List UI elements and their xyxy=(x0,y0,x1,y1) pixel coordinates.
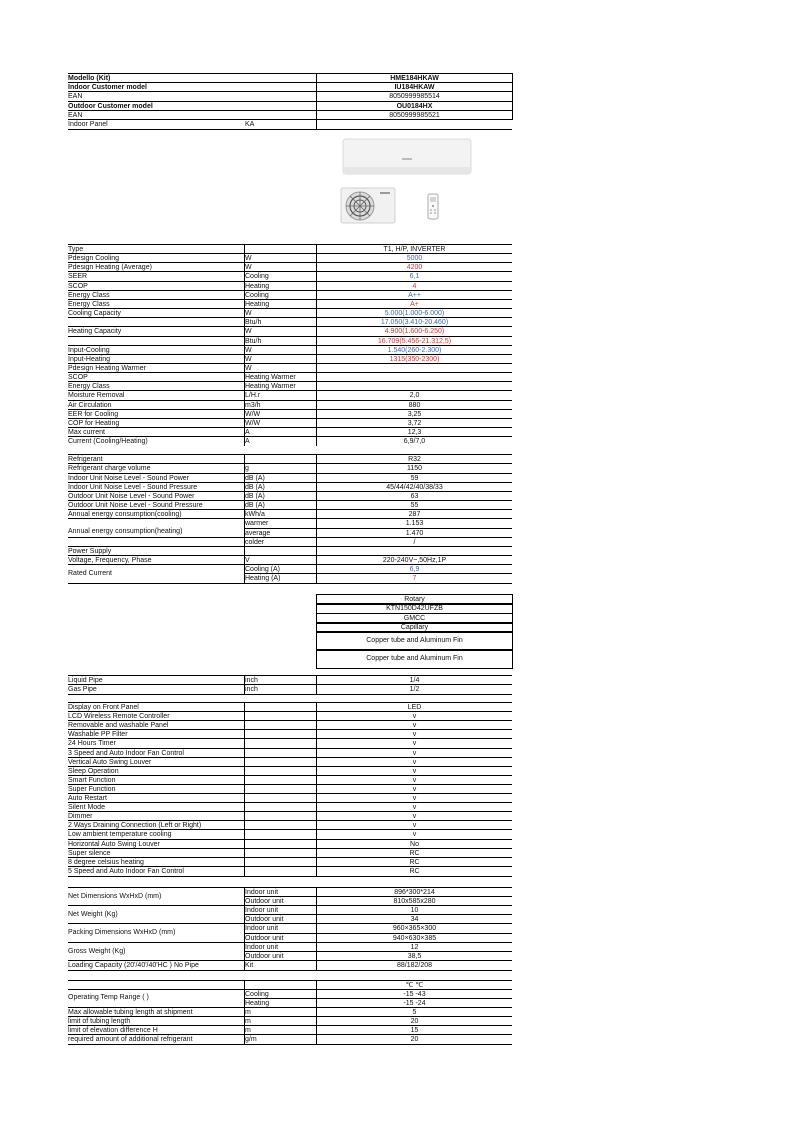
spec-label: Pdesign Cooling xyxy=(68,255,119,263)
feature-value: v xyxy=(412,740,417,748)
model-value-box xyxy=(316,73,513,120)
spec-label: Max current xyxy=(68,429,105,436)
header-row xyxy=(68,119,512,130)
tubing-label: Max allowable tubing length at shipment xyxy=(68,1009,193,1016)
spec-label: Pdesign Heating (Average) xyxy=(68,264,152,272)
header-label: Outdoor Customer model xyxy=(68,102,153,110)
spec-value: A++ xyxy=(408,291,421,299)
dimension-value: 896*300*214 xyxy=(394,889,435,896)
feature-value: v xyxy=(412,749,417,757)
feature-label: 5 Speed and Auto Indoor Fan Control xyxy=(68,867,184,875)
spec-label: SCOP xyxy=(68,282,88,290)
spec-label: Cooling Capacity xyxy=(68,310,121,318)
spec-value: 4 xyxy=(412,282,417,290)
feature-label: Super silence xyxy=(68,849,111,857)
spec-value: 55 xyxy=(410,502,419,510)
header-label: Modello (Kit) xyxy=(68,75,111,82)
spec-value: 5000 xyxy=(406,255,423,263)
component-value: GMCC xyxy=(403,615,426,622)
spec-label: Energy Class xyxy=(68,300,110,308)
feature-value: RC xyxy=(409,849,420,857)
pipe-label: Gas Pipe xyxy=(68,686,97,694)
tubing-value: 15 xyxy=(410,1027,419,1035)
spec-unit: dB (A) xyxy=(245,474,265,482)
spec-label: SEER xyxy=(68,273,88,281)
spec-unit: kWh/a xyxy=(245,511,265,519)
indoor-unit-image xyxy=(342,137,472,177)
spec-unit: V xyxy=(245,556,250,564)
loading-label: Loading Capacity (20'/40'/40'HC ) No Pipe xyxy=(68,961,199,969)
spec-value: 5.000(1.000-6.000) xyxy=(384,310,445,318)
spec-unit: A xyxy=(245,438,250,446)
spec-label: Input-Heating xyxy=(68,355,111,363)
header-value: 8050999985514 xyxy=(389,93,440,101)
component-value: Copper tube and Aluminum Fin xyxy=(366,655,463,662)
feature-label: 8 degree celsius heating xyxy=(68,858,144,866)
spec-value: 6,1 xyxy=(409,273,420,281)
spec-label: Indoor Unit Noise Level - Sound Pressure xyxy=(68,483,198,491)
spec-value: 287 xyxy=(408,511,421,519)
feature-value: v xyxy=(412,785,417,793)
tubing-value: 20 xyxy=(410,1018,419,1026)
feature-label: Display on Front Panel xyxy=(68,704,139,711)
spec-unit: L/H.r xyxy=(245,392,261,400)
pipe-unit: inch xyxy=(245,677,258,684)
spec-value: T1, H/P, INVERTER xyxy=(383,246,446,253)
dimension-value: 940×630×385 xyxy=(392,934,437,942)
spec-label: Power Supply xyxy=(68,547,112,555)
spec-unit: Btu/h xyxy=(245,337,262,345)
dimension-unit: Indoor unit xyxy=(245,925,279,933)
header-value: 8050999985521 xyxy=(389,111,440,119)
spec-value: 1.153 xyxy=(405,520,424,528)
spec-value: 12,3 xyxy=(407,429,422,436)
spec-value: 1150 xyxy=(406,465,423,473)
loading-row xyxy=(68,960,512,971)
operating-value: -15 -43 xyxy=(403,991,426,998)
feature-value: v xyxy=(412,713,417,721)
spec-value: 3,25 xyxy=(407,410,422,418)
dimension-label: Net Weight (Kg) xyxy=(68,910,244,919)
spec-value: 1315(350-2300) xyxy=(389,355,440,363)
spec-label: Energy Class xyxy=(68,291,110,299)
spec-label: Outdoor Unit Noise Level - Sound Power xyxy=(68,492,195,500)
feature-value: v xyxy=(412,731,417,739)
spec-unit: Heating Warmer xyxy=(245,374,296,382)
tubing-value: 5 xyxy=(412,1009,417,1016)
spec-unit: Heating (A) xyxy=(245,575,281,583)
spec-unit: W xyxy=(245,255,252,263)
spec-label: Energy Class xyxy=(68,383,110,391)
feature-value: No xyxy=(410,840,419,848)
feature-value: v xyxy=(412,758,417,766)
spec-value: 1.540(260-2.300) xyxy=(387,346,442,354)
spec-value: 17.050(3.410-20.460) xyxy=(380,319,449,327)
spec-value: 16.709(5.456-21.312,5) xyxy=(377,337,452,345)
component-value: Capillary xyxy=(400,624,429,631)
spec-label: COP for Heating xyxy=(68,419,120,427)
spec-unit: W xyxy=(245,264,252,272)
feature-value: RC xyxy=(409,867,420,875)
dimension-value: 10 xyxy=(410,907,419,915)
feature-label: Auto Restart xyxy=(68,795,107,802)
dimension-value: 12 xyxy=(410,943,419,951)
feature-label: 3 Speed and Auto Indoor Fan Control xyxy=(68,749,184,757)
spec-unit: W xyxy=(245,355,252,363)
header-label: Indoor Customer model xyxy=(68,84,147,92)
spec-unit: W/W xyxy=(245,419,261,427)
spec-value: 3,72 xyxy=(407,419,422,427)
feature-value: v xyxy=(412,767,417,775)
dimension-label: Net Dimensions WxHxD (mm) xyxy=(68,892,244,901)
spec-value: 45/44/42/40/38/33 xyxy=(386,483,443,491)
tubing-label: required amount of additional refrigerant xyxy=(68,1036,193,1044)
spec-unit: warmer xyxy=(245,520,269,528)
feature-label: Low ambient temperature cooling xyxy=(68,831,172,839)
spec-unit: A xyxy=(245,429,250,436)
spec-label: Input-Cooling xyxy=(68,346,110,354)
tubing-label: limit of tubing length xyxy=(68,1018,131,1026)
spec-value: / xyxy=(413,538,416,546)
spec-unit: Cooling xyxy=(245,273,269,281)
annual-heating-label: Annual energy consumption(heating) xyxy=(68,527,244,536)
feature-label: Sleep Operation xyxy=(68,767,119,775)
component-row xyxy=(316,649,513,669)
feature-value: v xyxy=(412,813,417,821)
spec-unit: dB (A) xyxy=(245,502,265,510)
pipe-label: Liquid Pipe xyxy=(68,677,103,684)
dimension-unit: Outdoor unit xyxy=(245,898,284,906)
spec-label: Current (Cooling/Heating) xyxy=(68,438,148,446)
operating-unit: Cooling xyxy=(245,991,269,998)
spec-unit: W xyxy=(245,328,252,336)
spec-label: SCOP xyxy=(68,374,88,382)
spec-label: Type xyxy=(68,246,84,253)
component-value: Copper tube and Aluminum Fin xyxy=(366,637,463,644)
spec-value: 63 xyxy=(410,492,419,500)
dimension-value: 960×365×300 xyxy=(392,925,437,933)
feature-label: Washable PP Filter xyxy=(68,731,128,739)
feature-value: v xyxy=(412,822,417,830)
feature-value: v xyxy=(412,831,417,839)
feature-label: Removable and washable Panel xyxy=(68,722,169,730)
feature-row xyxy=(68,866,512,877)
feature-label: 24 Hours Timer xyxy=(68,740,116,748)
tubing-value: 20 xyxy=(410,1036,419,1044)
pipe-row xyxy=(68,684,512,695)
operating-label: Operating Temp Range ( ) xyxy=(68,993,244,1002)
spec-label: Indoor Unit Noise Level - Sound Power xyxy=(68,474,190,482)
feature-value: LED xyxy=(407,704,422,711)
spec-label: EER for Cooling xyxy=(68,410,119,418)
spec-label: Refrigerant xyxy=(68,456,103,464)
cell-divider xyxy=(244,867,245,876)
spec-unit: Cooling xyxy=(245,291,269,299)
spec-unit: W xyxy=(245,346,252,354)
dimension-unit: Outdoor unit xyxy=(245,934,284,942)
spec-value: 7 xyxy=(412,575,417,583)
feature-value: RC xyxy=(409,858,420,866)
spec-value: 4200 xyxy=(406,264,423,272)
spec-value: 880 xyxy=(408,401,421,409)
tubing-unit: m xyxy=(245,1027,251,1035)
spec-unit: dB (A) xyxy=(245,483,265,491)
header-label: EAN xyxy=(68,111,83,119)
feature-label: Silent Mode xyxy=(68,804,105,812)
feature-label: Super Function xyxy=(68,785,116,793)
operating-unit: Heating xyxy=(245,1000,270,1008)
tubing-unit: m xyxy=(245,1018,251,1026)
feature-value: v xyxy=(412,804,417,812)
spec-unit: average xyxy=(245,529,271,537)
header-label: Indoor Panel xyxy=(68,121,108,128)
outdoor-unit-image xyxy=(340,187,396,225)
component-value: Rotary xyxy=(404,596,425,603)
spec-value: 6,9/7,0 xyxy=(403,438,426,446)
feature-label: Smart Function xyxy=(68,776,116,784)
header-value: OU0184HX xyxy=(396,102,433,110)
dimension-unit: Outdoor unit xyxy=(245,952,284,960)
remote-control-image xyxy=(427,193,439,220)
spec-value: 59 xyxy=(410,474,419,482)
operating-unit-header: ℃ ℃ xyxy=(405,982,424,989)
pipe-unit: inch xyxy=(245,686,258,694)
spec-label: Heating Capacity xyxy=(68,328,122,336)
loading-unit: Kit xyxy=(245,961,254,969)
feature-value: v xyxy=(412,776,417,784)
dimension-value: 34 xyxy=(410,916,419,924)
tubing-unit: g/m xyxy=(245,1036,257,1044)
feature-label: Vertical Auto Swing Louver xyxy=(68,758,152,766)
spec-value: 220-240V~,50Hz,1P xyxy=(382,556,447,564)
feature-label: Horizontal Auto Swing Louver xyxy=(68,840,160,848)
spec-unit: Heating Warmer xyxy=(245,383,296,391)
spec-label: Voltage, Frequency, Phase xyxy=(68,556,152,564)
spec-value: R32 xyxy=(408,456,421,464)
spec-unit: dB (A) xyxy=(245,492,265,500)
tubing-row xyxy=(68,1034,512,1045)
pipe-value: 1/2 xyxy=(409,686,420,694)
feature-label: 2 Ways Draining Connection (Left or Right) xyxy=(68,822,202,830)
spec-unit: colder xyxy=(245,538,265,546)
feature-value: v xyxy=(412,795,417,802)
loading-value: 88/182/208 xyxy=(396,961,433,969)
spec-unit: Cooling (A) xyxy=(245,566,281,574)
header-value xyxy=(317,120,512,129)
spec-label: Moisture Removal xyxy=(68,392,125,400)
tubing-label: limit of elevation difference H xyxy=(68,1027,158,1035)
spec-unit: g xyxy=(245,465,249,473)
rated-current-label: Rated Current xyxy=(68,569,244,578)
spec-unit: W xyxy=(245,310,252,318)
spec-unit: Heating xyxy=(245,300,270,308)
feature-value: v xyxy=(412,722,417,730)
spec-unit: Btu/h xyxy=(245,319,262,327)
spec-unit: W xyxy=(245,364,252,372)
dimension-value: 810x585x280 xyxy=(393,898,436,906)
tubing-unit: m xyxy=(245,1009,251,1016)
header-unit: KA xyxy=(245,121,255,128)
dimension-unit: Indoor unit xyxy=(245,943,279,951)
component-value: KTN150D42UFZB xyxy=(386,605,443,612)
spec-label: Outdoor Unit Noise Level - Sound Pressure xyxy=(68,502,203,510)
pipe-value: 1/4 xyxy=(409,677,420,684)
spec-label: Annual energy consumption(cooling) xyxy=(68,511,182,519)
spec-unit: W/W xyxy=(245,410,261,418)
header-value: HME184HKAW xyxy=(390,75,439,82)
spec-label: Pdesign Heating Warmer xyxy=(68,364,146,372)
dimension-label: Packing Dimensions WxHxD (mm) xyxy=(68,928,244,937)
spec-value: 6,9 xyxy=(409,566,420,574)
dimension-unit: Outdoor unit xyxy=(245,916,284,924)
spec-value: 4.900(1.600-6.250) xyxy=(384,328,445,336)
spec-value: 1.470 xyxy=(405,529,424,537)
header-label: EAN xyxy=(68,93,83,101)
dimension-unit: Indoor unit xyxy=(245,889,279,896)
spec-unit: m3/h xyxy=(245,401,261,409)
spec-label: Refrigerant charge volume xyxy=(68,465,151,473)
operating-value: -15 -24 xyxy=(403,1000,426,1008)
spec-label: Air Circulation xyxy=(68,401,112,409)
spec-value: A+ xyxy=(410,300,419,308)
spec-row xyxy=(68,436,512,446)
component-row xyxy=(316,631,513,651)
feature-label: Dimmer xyxy=(68,813,93,821)
feature-label: LCD Wireless Remote Controller xyxy=(68,713,170,721)
spec-unit: Heating xyxy=(245,282,270,290)
spec-value: 2,0 xyxy=(409,392,420,400)
dimension-value: 38,5 xyxy=(407,952,422,960)
dimension-label: Gross Weight (Kg) xyxy=(68,947,244,956)
dimension-unit: Indoor unit xyxy=(245,907,279,915)
header-value: IU184HKAW xyxy=(394,84,435,92)
